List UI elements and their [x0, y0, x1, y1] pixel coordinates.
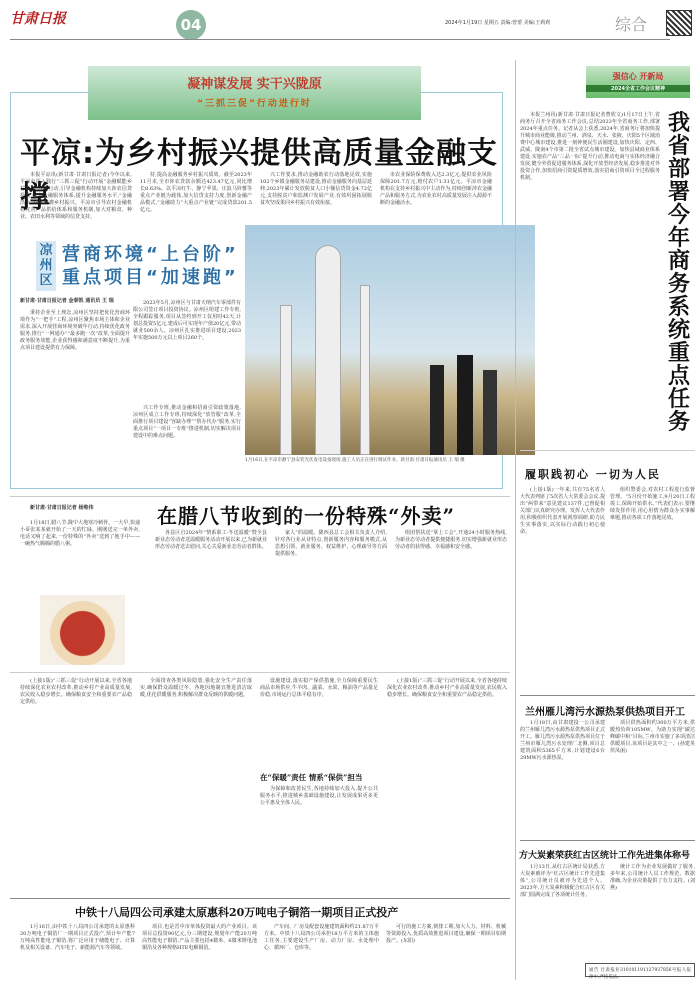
- divider: [520, 840, 695, 841]
- zhongtie-col-1: 1月16日,由中铁十八局四公司承建的太原惠科20万吨电子铜箔厂一期项目正式投产,预计年产能7万吨高性能电子铜箔,将广泛应用于储能电子、计算机及相关设备、汽车电子、新能源汽车等领域。: [20, 924, 135, 951]
- sub-col-3: 兴工作专班,推动金融和招商引资政策落地,凉州区成立工作专班,持续深化“放管服”改革,全面推行项目建设“容缺办理”“帮办代办”服务,实行重点项目“一项目一专班”推进机制,切实解决项目建设中的难点问题。: [133, 405, 241, 439]
- banner-line2: “三抓三促”行动进行时: [197, 99, 312, 109]
- lead-headline: 平凉:为乡村振兴提供高质量金融支撑: [20, 136, 498, 215]
- laba-headline: 在腊八节收到的一份特殊“外卖”: [157, 504, 456, 528]
- sub-headline-line1: 营商环境“上台阶”: [62, 244, 239, 265]
- divider: [10, 496, 510, 497]
- zhongtie-col-3: 产车间、厂房及配套设施建筑面积约21.87万平方米。中铁十八局四公司承担18万平方米的主体施工任务,主要建设生产厂房、动力厂房、水处理中心、循环厂、仓库等。: [264, 924, 379, 951]
- divider: [520, 695, 695, 696]
- npc-col-1: (上接1版)一年来,共有75名省人大代表列席了5次省人大常委会会议,提出“两带来”意见建议137件,已督促相关部门认真研究办理。发挥人大代表作用,积极组织代表开展视察调研,助力民生实事落实,以实际行动践行初心使命。: [520, 487, 606, 535]
- fangda-headline: 方大炭素荣获红古区统计工作先进集体称号: [519, 851, 691, 861]
- lower-col-2: 全面排查各类风险隐患,强化安全生产责任落实,确保群众温暖过冬。各地因地制宜推进清洁取暖,优化供暖服务,积极解决群众反映的供暖问题。: [140, 678, 252, 698]
- lower-col-4: (上接1版)“三抓三促”行动开展以来,全省各地持续深化农业农村改革,推动乡村产业高质量发展,农民收入稳步增长。确保粮食安全和重要农产品稳定供给。: [387, 678, 507, 698]
- lower-subhead: 在“保暖”责任 情系“保供”担当: [260, 773, 363, 782]
- lanzhou-col-1: 1月18日,由甘肃建投一公司承建的兰州雁儿湾污水源热泵供热项目正式开工。雁儿湾污水源热泵供热项目位于兰州市雁儿湾污水处理厂北侧,项目总建筑面积5365平方米,计划建设6台29MW污水源热泵。: [520, 720, 606, 761]
- news-photo-solar-construction: [245, 225, 535, 455]
- laba-col-4: 组团帮扶送“掌上工会”,开通24小时服务热线,为新业态劳动者提供便捷服务,切实增强新就业形态劳动者的获得感、幸福感和安全感。: [395, 530, 507, 550]
- photo-caption: 1月16日,在平凉市静宁县安装光伏发电设备现场,施工人员正在进行调试作业。新甘肃·甘肃日报通讯员 王 瑞 摄: [245, 458, 465, 463]
- zhongtie-col-2: 项目,也是晋中市单体投资最大的产业项目。该项目总投资90亿元,分三期建设,规划年产能20万吨高性能电子铜箔,产品主要包括4微米、6微米锂电池铜箔及各种规格HTE电解铜箔。: [142, 924, 257, 951]
- qr-code-icon: [666, 10, 692, 36]
- zhongtie-col-4: 可行的施工方案,倒排工期,加大人力、材料、机械等资源投入,优质高效推进项目建设,确保一期项目如期投产。(东阳): [386, 924, 506, 944]
- lanzhou-headline: 兰州雁儿湾污水源热泵供热项目开工: [525, 707, 685, 718]
- lead-col-3: 兴工作要求,推动金融助农行动落地见效,实施102个乡镇金融服务站建设,推动金融服务向基层延伸,2023年累计发放脱贫人口小额信贷资金4.72亿元,支持脱贫户和监测户发展产业,有效巩固拓展脱贫攻坚成果同乡村振兴有效衔接。: [260, 172, 372, 206]
- fangda-col-1: 1月13日,从红古区统计局获悉,方大炭素被评为“红古区统计工作先进集体”,公司统计员被评为先进个人。2023年,方大炭素积极配合红古区有关部门圆满完成了各项统计任务。: [520, 864, 605, 898]
- sub-headline: [62, 243, 239, 289]
- commerce-article-body: 本报兰州讯(新甘肃·甘肃日报记者曹欣文)1月17日上午,省商务厅召开全省商务工作会议,总结2023年全省商务工作,部署2024年重点任务。记者从会上获悉,2024年,省商务厅将加快提升城市商业能级,推动兰州、酒泉、天水、张掖、庆阳5个区域消费中心城市建设,推进一刻钟便民生活圈建设,加快庆阳、定西、武威、陇南4个市第二批全省试点城市建设。加快县域商业体系建设,实施农产品“三品一标”提升行动,推动电商与实体经济融合发展,健全外贸促进服务体系,深化开放型经济发展,稳步推进对外投资合作,加快招商引资提质增效,落实招商引资项目全过程服务机制。: [520, 112, 660, 181]
- lower-col-3b: 为保障和改善民生,各地持续加大投入,提升公共服务水平,推进城乡基础设施建设,让发展成果更多更公平惠及全体人民。: [260, 786, 378, 806]
- vertical-headline: 我省部署今年商务系统重点任务: [667, 111, 690, 435]
- lead-col-4: 市农业保险保费收入达2.3亿元,提供农业风险保障201.7万元,赔付农户1.31亿元。平凉市金融机构在支持乡村振兴中主动作为,持续创新涉农金融产品和服务方式,为农业农村高质量发展注入源源不断的金融活水。: [380, 172, 492, 206]
- page-number-badge: 04: [176, 10, 206, 40]
- right-banner: [586, 66, 690, 98]
- district-tag: 凉州区: [36, 241, 56, 291]
- zhongtie-headline: 中铁十八局四公司承建太原惠科20万吨电子铜箔一期项目正式投产: [75, 906, 399, 919]
- laba-col-3: 家人”的温暖。陇西县总工会相关负责人介绍,针对各行业从业特点,创新服务内容和服务模式,从思想引领、就业服务、权益维护、心理疏导等方面提供服务。: [275, 530, 387, 557]
- laba-col-2: 各县区自2024年“情系职工·冬送温暖”暨全县新业态劳动者送温暖服务活动开展以来,已为新就业形态劳动者送去慰问,关心关爱新业态劳动者群体。: [155, 530, 267, 550]
- divider: [10, 672, 510, 673]
- sub-byline: 新甘肃·甘肃日报记者 金泰凯 通讯员 王 瑞: [20, 298, 114, 304]
- divider: [10, 898, 510, 899]
- sub-col-1: 秉持企业至上理念,凉州区坚持把优化营商环境作为“一把手”工程,凉州区聚焦市场主体和企业需求,深入开展营商环境突破年行动,持续优化政务服务,推行“一网通办”“最多跑一次”改革,全面提升政务服务效能,企业获得感和满意度不断提升,为重点项目建设提供有力保障。: [20, 310, 130, 351]
- lead-col-2: 持,提高金融服务乡村振兴质效。截至2023年11月末,全市涉农贷款余额达423.47亿元,同比增长8.63%。以平凉红牛、静宁苹果、庄浪马铃薯等重点产业链为载体,加大信贷支持力度,创新金融产品模式,“金融助力”大重点产业链”完成贷款201.5亿元。: [140, 172, 252, 213]
- laba-col-1: 1月18日,腊八节,陇中大地寒冷刺骨。一大早,快递小哥张某某就开始了一天的忙碌。刚刚送完一单外卖,电话又响了起来,一份特殊的“外卖”送到了他手中——一碗热气腾腾的腊八粥。: [20, 520, 140, 547]
- divider: [520, 450, 695, 451]
- laba-porridge-photo: [40, 595, 125, 665]
- lanzhou-col-2: 项目供热面积约300万平方米,供暖热负荷105MW。为助力实现“碳达峰碳中和”目标,兰州市实施了多项清洁供暖项目,该项目是其中之一。(孙建英 侯凤丽): [610, 720, 695, 754]
- right-banner-line2: 2024全省工作会议精神: [586, 85, 690, 92]
- footer-notice: 通告 甘肃报业310101191127937856号报人报律中,严格依法。: [585, 963, 695, 977]
- right-banner-line1: 强信心 开新局: [612, 72, 664, 81]
- lower-col-1: (上接1版)“三抓三促”行动开展以来,全省各地持续深化农业农村改革,推动乡村产业高质量发展,农民收入稳步增长。确保粮食安全和重要农产品稳定供给。: [20, 678, 132, 705]
- fangda-col-2: 统计工作为企业发展做好了服务,多年来,公司统计人员工作规范、数据准确,为企业决策提供了有力支持。(刘燕): [610, 864, 695, 891]
- npc-headline: 履职践初心 一切为人民: [525, 468, 661, 481]
- campaign-banner: [88, 66, 421, 120]
- sub-col-2: 2023年5月,凉州区与甘肃天纳汽车零部件有限公司签订项目投资协议。凉州区组建工作专班,全程跟踪服务,项目从签约到开工仅用时42天,计划总投资5亿元,建成后可实现年产值20亿元,带动就业500余人。凉州区扎实推进项目建设,2023年实施500万元以上项目260个。: [133, 300, 241, 341]
- npc-col-2: 组织警委会,对农村工程进行监督管理。“5月份开始施工,9月20日工程竣工,保障开始供水。”代表们表示,要继续发挥作用,用心用情为群众办实事解难题,推动各项工作落地见效。: [610, 487, 695, 521]
- lower-col-3: 设施建设,落实稳产保供措施,全力保障重要民生商品市场供应,牛羊肉、蔬菜、水果、粮油等产品量足价稳,市场运行总体平稳有序。: [260, 678, 378, 698]
- column-divider: [515, 60, 516, 980]
- lead-col-1: 本报平凉讯(新甘肃·甘肃日报记者)今年以来,平凉市深入践行“三抓三促”行动开展“金融赋能乡村振兴”专项行动,引导金融机构持续加大涉农信贷投放,健全金融服务体系,提升金融服务水平,“金融活水”持续滴灌乡村振兴。平凉市引导农村金融机构完善产品供给体系和服务机制,加大对粮食、种业、农田水利等领域的信贷支持。: [20, 172, 132, 220]
- sub-headline-line2: 重点项目“加速跑”: [62, 267, 239, 288]
- banner-line1: 凝神谋发展 实干兴陇原: [187, 77, 322, 92]
- header-rule: [10, 39, 670, 40]
- section-label: 综合: [615, 15, 648, 34]
- dateline: 2024年1月19日 星期五 责编:曾蕾 美编:王莉莉: [445, 20, 551, 26]
- laba-byline: 新甘肃·甘肃日报记者 杨唯伟: [30, 505, 94, 511]
- masthead-logo: 甘肃日报: [10, 11, 66, 27]
